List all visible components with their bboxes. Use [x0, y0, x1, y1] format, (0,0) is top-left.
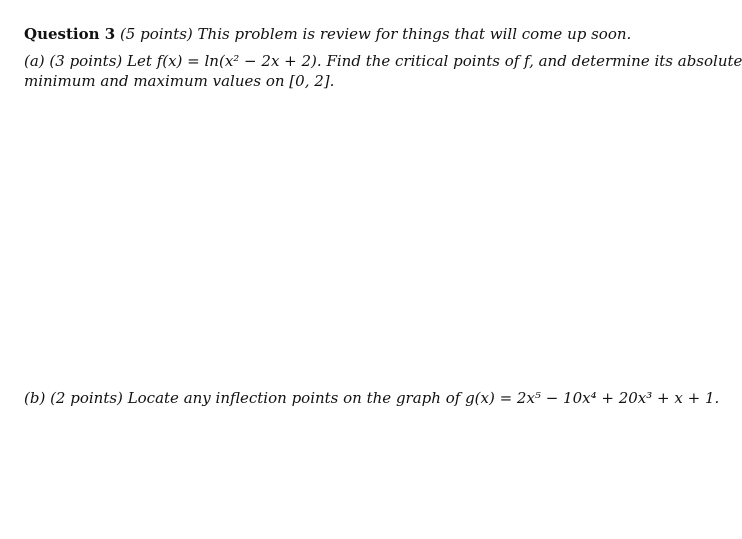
part-b-instruction: Locate any inflection points on the graph of [127, 389, 461, 407]
part-b-line-1 [24, 388, 720, 408]
part-a-label: (a) (3 points) [24, 52, 123, 70]
part-a-line-2: minimum and maximum values on [0, 2]. [24, 72, 335, 90]
part-a-instruction: Find the critical points of f, and determine its absolute [326, 52, 742, 70]
part-a [24, 51, 742, 91]
part-a-line-1 [24, 51, 742, 71]
question-intro: (5 points) This problem is review for things that will come up soon. [119, 25, 632, 43]
part-b-function: g(x) = 2x⁵ − 10x⁴ + 20x³ + x + 1. [465, 389, 720, 407]
question-label: Question 3 [24, 25, 116, 43]
part-a-lead: Let [127, 52, 152, 70]
question-header [24, 25, 631, 43]
part-b [24, 388, 720, 408]
part-a-function: f(x) = ln(x² − 2x + 2). [156, 52, 322, 70]
part-b-label: (b) (2 points) [24, 389, 123, 407]
